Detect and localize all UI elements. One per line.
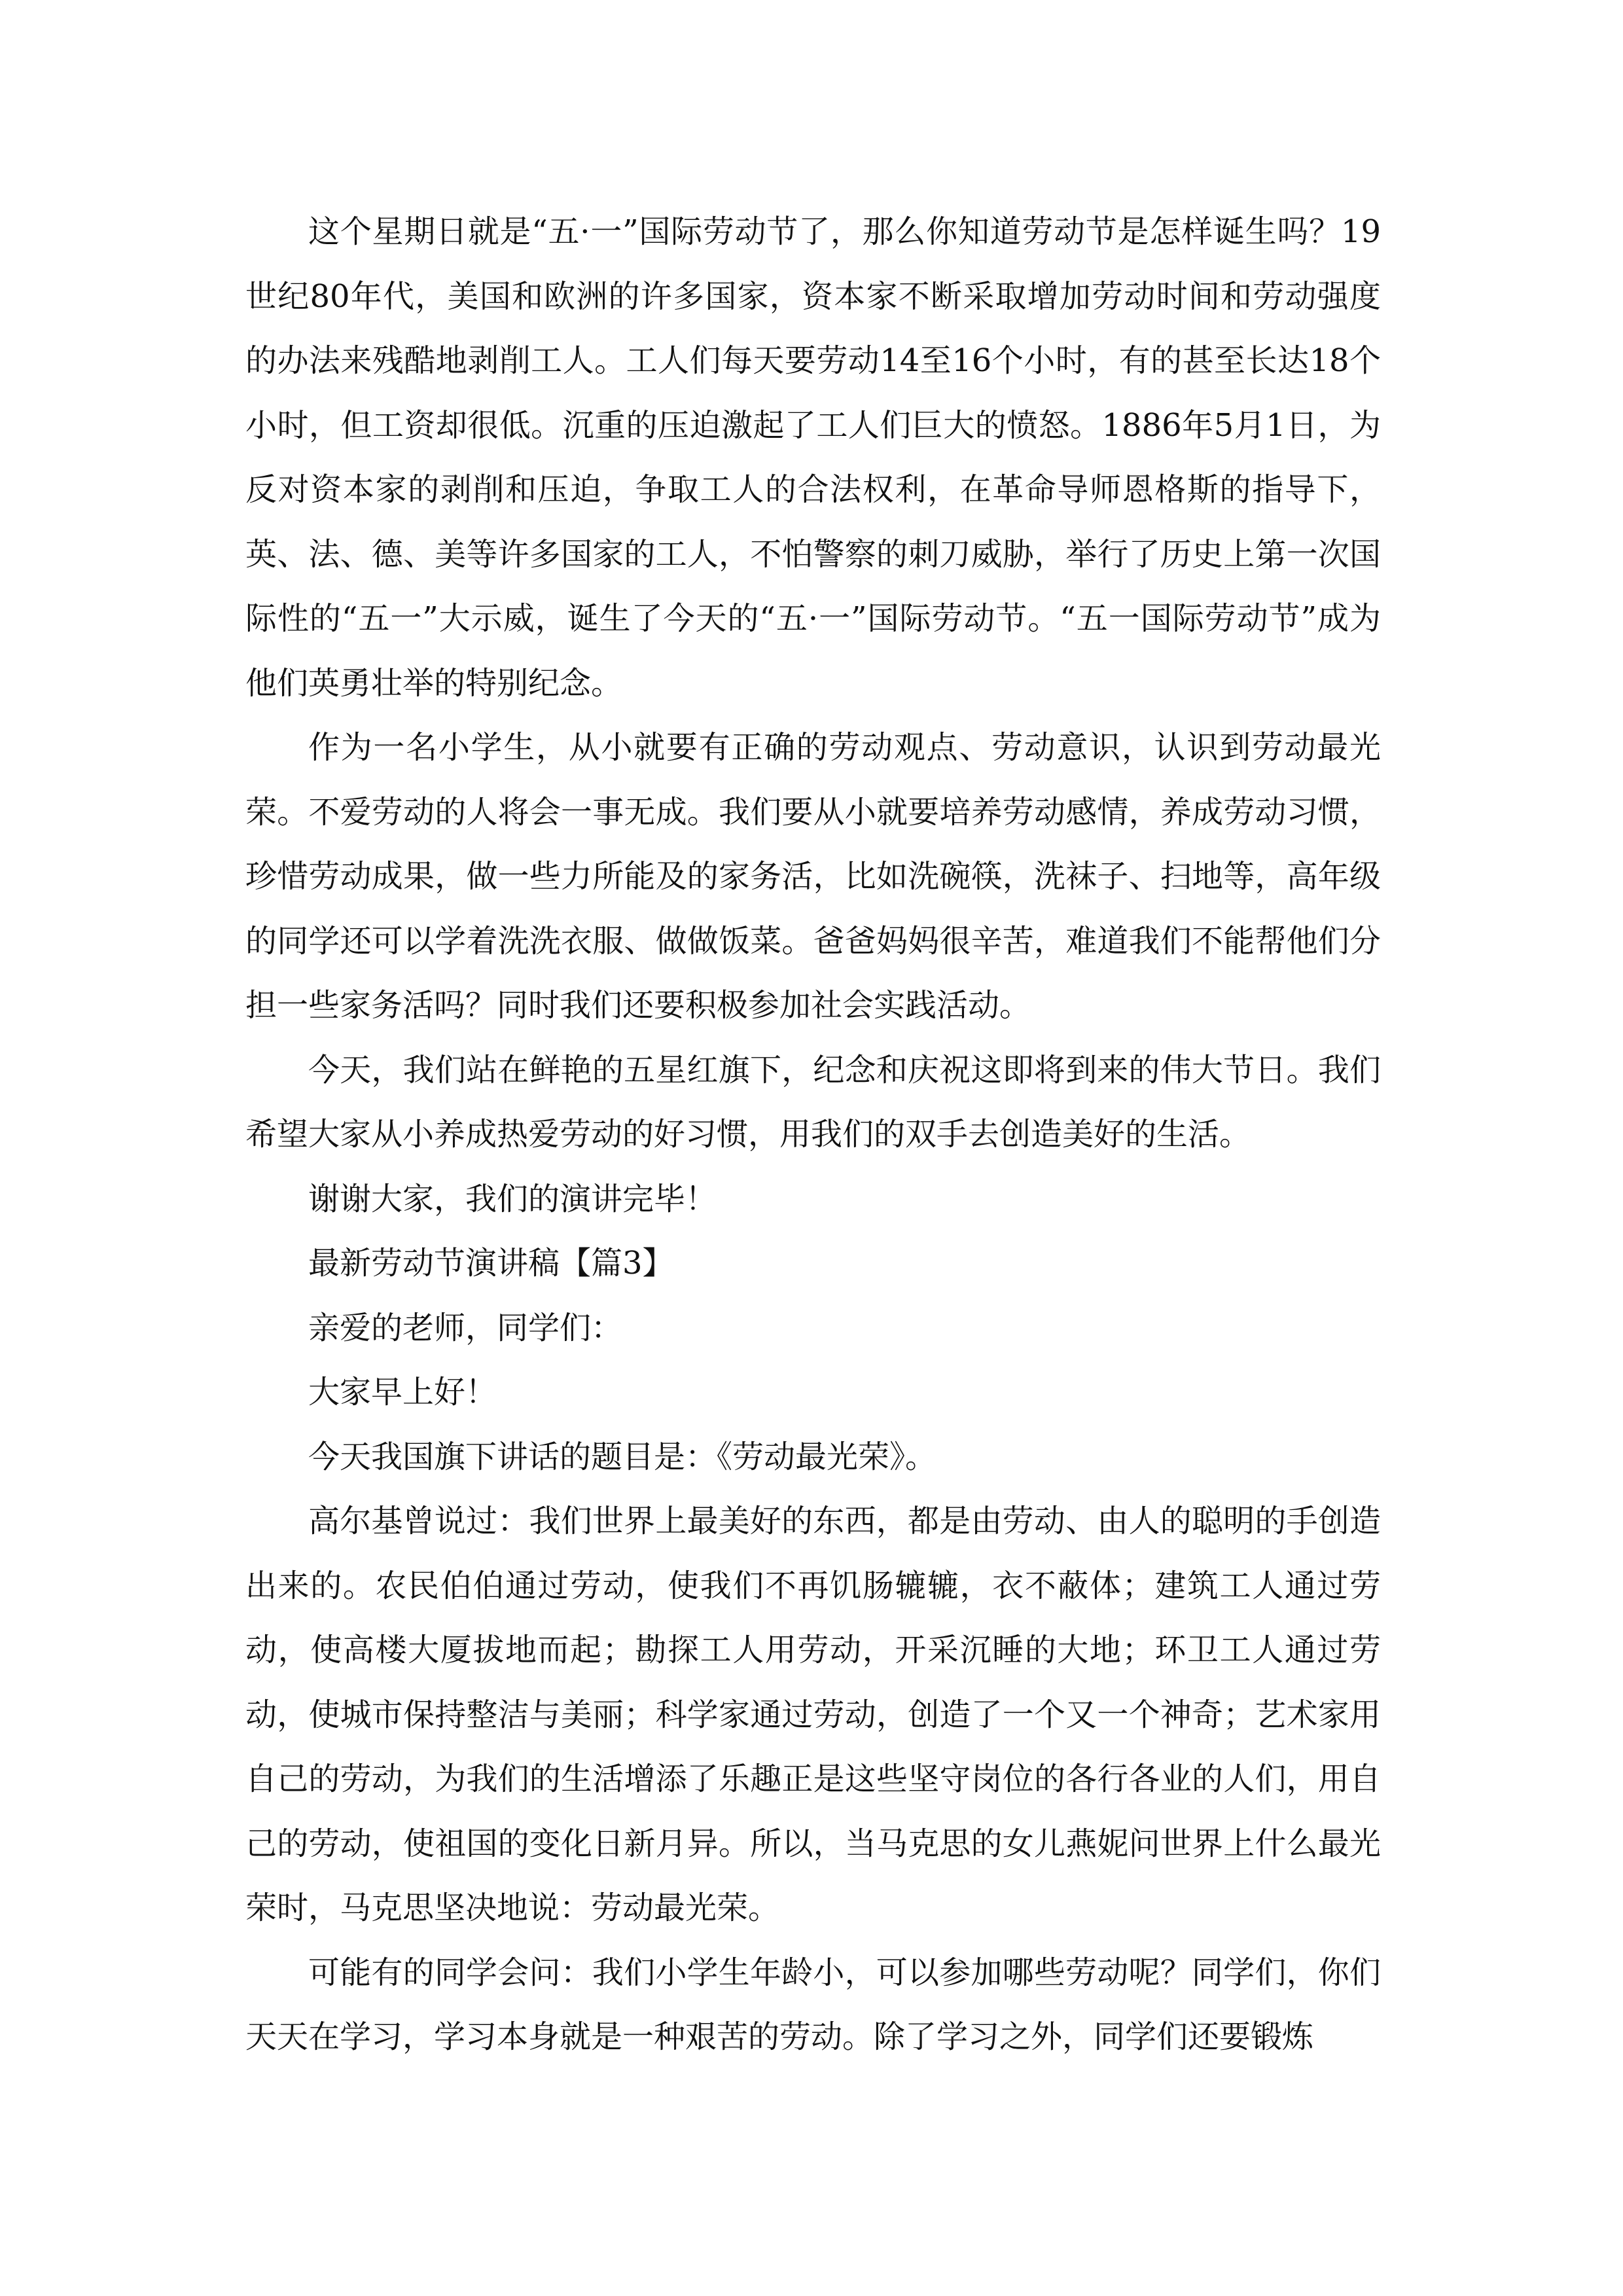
paragraph-closing-thanks: 谢谢大家，我们的演讲完毕！ <box>308 1180 717 1217</box>
speech-topic: 今天我国旗下讲话的题目是：《劳动最光荣》。 <box>308 1438 937 1475</box>
salutation: 亲爱的老师，同学们： <box>308 1309 623 1346</box>
paragraph-may-day-origin: 这个星期日就是“五·一”国际劳动节了，那么你知道劳动节是怎样诞生吗？19世纪80年代，美国和欧洲的许多国家，资本家不断采取增加劳动时间和劳动强度的办法来残酷地剥削工人。工人们每天要劳动14至16个小时，有的甚至长达18个小时，但工资却很低。沉重的压迫激起了工人们巨大的愤怒。1886年5月1日，为反对资本家的剥削和压迫，争取工人的合法权利，在革命导师恩格斯的指导下，英、法、德、美等许多国家的工人，不怕警察的刺刀威胁，举行了历史上第一次国际性的“五一”大示威，诞生了今天的“五·一”国际劳动节。“五一国际劳动节”成为他们英勇壮举的特别纪念。 <box>245 213 1381 702</box>
document-body <box>245 200 1381 2070</box>
greeting: 大家早上好！ <box>308 1374 497 1410</box>
paragraph-student-question: 可能有的同学会问：我们小学生年龄小，可以参加哪些劳动呢？同学们，你们天天在学习，学习本身就是一种艰苦的劳动。除了学习之外，同学们还要锻炼 <box>245 1954 1381 2055</box>
section-heading: 最新劳动节演讲稿【篇3】 <box>308 1245 674 1282</box>
paragraph-flag-celebration: 今天，我们站在鲜艳的五星红旗下，纪念和庆祝这即将到来的伟大节日。我们希望大家从小养成热爱劳动的好习惯，用我们的双手去创造美好的生活。 <box>245 1051 1381 1153</box>
paragraph-student-labor: 作为一名小学生，从小就要有正确的劳动观点、劳动意识，认识到劳动最光荣。不爱劳动的人将会一事无成。我们要从小就要培养劳动感情，养成劳动习惯，珍惜劳动成果，做一些力所能及的家务活，比如洗碗筷，洗袜子、扫地等，高年级的同学还可以学着洗洗衣服、做做饭菜。爸爸妈妈很辛苦，难道我们不能帮他们分担一些家务活吗？同时我们还要积极参加社会实践活动。 <box>245 729 1381 1024</box>
paragraph-gorky-quote: 高尔基曾说过：我们世界上最美好的东西，都是由劳动、由人的聪明的手创造出来的。农民伯伯通过劳动，使我们不再饥肠辘辘，衣不蔽体；建筑工人通过劳动，使高楼大厦拔地而起；勘探工人用劳动，开采沉睡的大地；环卫工人通过劳动，使城市保持整洁与美丽；科学家通过劳动，创造了一个又一个神奇；艺术家用自己的劳动，为我们的生活增添了乐趣正是这些坚守岗位的各行各业的人们，用自己的劳动，使祖国的变化日新月异。所以，当马克思的女儿燕妮问世界上什么最光荣时，马克思坚决地说：劳动最光荣。 <box>245 1503 1381 1926</box>
